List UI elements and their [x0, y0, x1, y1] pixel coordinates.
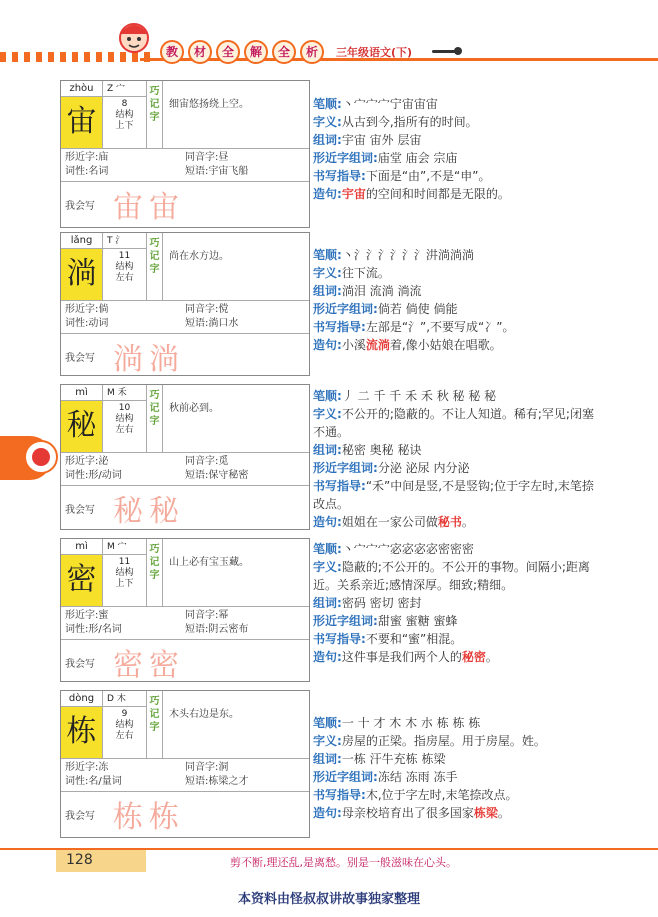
part-of-speech: 词性:名/量词	[65, 776, 122, 787]
sentence-post: 着,像小姑娘在唱歌。	[389, 338, 502, 352]
sentence-pre: 造句:这件事是我们两个人的	[313, 650, 462, 664]
writing-guide: 书写指导:下面是“由”,不是“申”。	[313, 169, 491, 183]
character-notes	[313, 714, 603, 822]
sentence-keyword: 流淌	[365, 338, 390, 352]
radical: 氵	[115, 236, 125, 246]
field-label: 书写指导:	[313, 788, 366, 802]
stroke-count: 8	[121, 99, 128, 109]
form-words: 形近字组词:甜蜜 蜜糖 蜜蜂	[313, 614, 458, 628]
writing-guide: 书写指导:“禾”中间是竖,不是竖钩;位于字左时,末笔捺改点。	[313, 479, 594, 511]
mascot-icon	[112, 14, 156, 58]
phrase: 短语:栋梁之才	[185, 776, 249, 787]
card-header	[61, 691, 309, 759]
field-label: 书写指导:	[313, 169, 366, 183]
card-details	[61, 607, 309, 640]
card-details	[61, 149, 309, 182]
sentence-post: 。	[485, 650, 498, 664]
mnemonic-label-char: 巧	[149, 390, 160, 401]
field-label: 组词:	[313, 596, 342, 610]
form-near: 形近字:倘	[65, 304, 109, 315]
mnemonic-label	[147, 233, 163, 300]
writing-practice	[61, 792, 309, 836]
character-card	[60, 538, 310, 682]
card-details	[61, 301, 309, 334]
index-radical	[103, 385, 146, 401]
meaning: 字义:从古到今,指所有的时间。	[313, 115, 478, 129]
trace-chars: 密密	[113, 648, 185, 683]
pinyin: lǎng	[61, 233, 102, 249]
words: 组词:宇宙 宙外 层宙	[313, 133, 422, 147]
field-label: 造句:	[313, 515, 342, 529]
pinyin: dòng	[61, 691, 102, 707]
mnemonic-label-char: 记	[149, 99, 160, 110]
part-of-speech: 词性:动词	[65, 318, 109, 329]
radical: 禾	[117, 388, 127, 398]
character-notes	[313, 387, 603, 531]
mnemonic-text: 秋前必到。	[169, 403, 219, 414]
credit-line: 本资料由怪叔叔讲故事独家整理	[237, 892, 420, 907]
title-char: 材	[188, 40, 212, 64]
homophone: 同音字:傥	[185, 304, 229, 315]
radical: 宀	[117, 542, 127, 552]
mnemonic-text: 细宙悠扬绕上空。	[169, 99, 249, 110]
mnemonic-label-char: 巧	[149, 544, 160, 555]
headword: 栋	[61, 707, 102, 758]
sentence-post: 。	[497, 806, 510, 820]
write-label: 我会写	[65, 504, 95, 516]
homophone: 同音字:昼	[185, 152, 229, 163]
character-card	[60, 232, 310, 376]
stroke-count: 10	[118, 403, 131, 413]
field-label: 形近字组词:	[313, 302, 378, 316]
form-words: 形近字组词:庙堂 庙会 宗庙	[313, 151, 458, 165]
stroke-count: 11	[118, 557, 131, 567]
field-label: 组词:	[313, 752, 342, 766]
radical: 木	[116, 694, 126, 704]
trace-chars: 栋栋	[113, 800, 185, 835]
field-label: 字义:	[313, 734, 342, 748]
phrase: 短语:保守秘密	[185, 470, 249, 481]
title-char: 解	[244, 40, 268, 64]
index-radical	[103, 691, 146, 707]
homophone: 同音字:洞	[185, 762, 229, 773]
field-label: 造句:	[313, 650, 342, 664]
character-notes	[313, 540, 603, 666]
index-radical	[103, 233, 146, 249]
field-label: 书写指导:	[313, 479, 366, 493]
char-box	[61, 81, 103, 148]
form-near: 形近字:庙	[65, 152, 109, 163]
structure-label: 结构	[115, 110, 134, 120]
trace-chars: 秘秘	[113, 494, 185, 529]
part-of-speech: 词性:名词	[65, 166, 109, 177]
form-near: 形近字:蜜	[65, 610, 109, 621]
words: 组词:一栋 汗牛充栋 栋梁	[313, 752, 446, 766]
card-header	[61, 385, 309, 453]
pin-icon	[432, 50, 456, 53]
meaning: 字义:房屋的正梁。指房屋。用于房屋。姓。	[313, 734, 546, 748]
char-box	[61, 539, 103, 606]
mnemonic-label-char: 字	[149, 264, 160, 275]
structure: 左右	[115, 273, 134, 283]
mnemonic-label-char: 字	[149, 416, 160, 427]
char-box	[61, 691, 103, 758]
field-label: 形近字组词:	[313, 461, 378, 475]
headword: 淌	[61, 249, 102, 300]
char-meta	[103, 385, 147, 452]
field-label: 造句:	[313, 338, 342, 352]
field-label: 组词:	[313, 133, 342, 147]
sentence-keyword: 秘书	[437, 515, 462, 529]
field-label: 书写指导:	[313, 632, 366, 646]
sentence	[313, 336, 603, 354]
index-letter: Z	[107, 84, 114, 94]
mnemonic-label	[147, 81, 163, 148]
mnemonic-label-char: 字	[149, 112, 160, 123]
page-number: 128	[66, 852, 93, 868]
sentence	[313, 804, 603, 822]
structure-label: 结构	[115, 262, 134, 272]
mnemonic-text: 山上必有宝玉藏。	[169, 557, 249, 568]
headword: 秘	[61, 401, 102, 452]
footer-quote: 剪不断,理还乱,是离愁。别是一般滋味在心头。	[230, 856, 457, 869]
index-letter: M	[107, 388, 115, 398]
field-label: 字义:	[313, 407, 342, 421]
writing-guide: 书写指导:左部是“氵”,不要写成“冫”。	[313, 320, 515, 334]
words: 组词:淌泪 流淌 淌流	[313, 284, 422, 298]
mnemonic-label-char: 记	[149, 709, 160, 720]
mnemonic-label-char: 巧	[149, 86, 160, 97]
writing-guide: 书写指导:不要和“蜜”相混。	[313, 632, 463, 646]
phrase: 短语:宇宙飞船	[185, 166, 249, 177]
form-near: 形近字:冻	[65, 762, 109, 773]
trace-chars: 宙宙	[113, 190, 185, 225]
sentence	[313, 513, 603, 531]
char-box	[61, 385, 103, 452]
stroke-count: 9	[121, 709, 128, 719]
char-box	[61, 233, 103, 300]
mnemonic-label-char: 巧	[149, 238, 160, 249]
sentence-pre: 造句:姐姐在一家公司做	[313, 515, 438, 529]
form-words: 形近字组词:分泌 泌尿 内分泌	[313, 461, 470, 475]
char-meta	[103, 233, 147, 300]
field-label: 造句:	[313, 187, 342, 201]
field-label: 字义:	[313, 560, 342, 574]
write-label: 我会写	[65, 352, 95, 364]
field-label: 字义:	[313, 115, 342, 129]
card-header	[61, 233, 309, 301]
title-char: 全	[272, 40, 296, 64]
structure-label: 结构	[115, 414, 134, 424]
sentence-pre: 造句:母亲校培育出了很多国家	[313, 806, 474, 820]
mnemonic-label	[147, 539, 163, 606]
field-label: 书写指导:	[313, 320, 366, 334]
stroke-order: 笔顺:丶宀宀宀宁宙宙宙	[313, 97, 438, 111]
sentence-post: 。	[461, 515, 474, 529]
side-mascot-icon	[24, 440, 58, 474]
meaning: 字义:不公开的;隐蔽的。不让人知道。稀有;罕见;闭塞不通。	[313, 407, 594, 439]
words: 组词:密码 密切 密封	[313, 596, 422, 610]
structure: 上下	[115, 121, 134, 131]
sentence	[313, 648, 603, 666]
structure-label: 结构	[115, 568, 134, 578]
field-label: 笔顺:	[313, 248, 342, 262]
mnemonic-label-char: 巧	[149, 696, 160, 707]
field-label: 形近字组词:	[313, 151, 378, 165]
card-details	[61, 453, 309, 486]
radical: 宀	[116, 84, 126, 94]
field-label: 形近字组词:	[313, 770, 378, 784]
character-card	[60, 690, 310, 838]
sentence-pre: 造句:小溪	[313, 338, 366, 352]
mnemonic-text: 尚在水方边。	[169, 251, 229, 262]
char-meta	[103, 539, 147, 606]
character-card	[60, 80, 310, 228]
stroke-order: 笔顺:一 十 才 木 木 朩 栋 栋 栋	[313, 716, 481, 730]
pinyin: mì	[61, 385, 102, 401]
char-meta	[103, 691, 147, 758]
title-char: 析	[300, 40, 324, 64]
field-label: 笔顺:	[313, 716, 342, 730]
homophone: 同音字:觅	[185, 456, 229, 467]
mnemonic-label-char: 记	[149, 251, 160, 262]
card-header	[61, 81, 309, 149]
write-label: 我会写	[65, 200, 95, 212]
sentence-keyword: 秘密	[461, 650, 486, 664]
mnemonic-text: 木头右边是东。	[169, 709, 239, 720]
character-notes	[313, 95, 603, 203]
field-label: 笔顺:	[313, 542, 342, 556]
sentence-keyword: 栋梁	[473, 806, 498, 820]
stroke-order: 笔顺:丿 二 千 千 禾 禾 秋 秘 秘 秘	[313, 389, 497, 403]
headword: 宙	[61, 97, 102, 148]
card-details	[61, 759, 309, 792]
mnemonic-label-char: 字	[149, 570, 160, 581]
stroke-order: 笔顺:丶氵氵氵氵氵氵汫淌淌淌	[313, 248, 474, 262]
writing-guide: 书写指导:木,位于字左时,末笔捺改点。	[313, 788, 518, 802]
sentence-keyword: 宇宙	[341, 187, 366, 201]
field-label: 形近字组词:	[313, 614, 378, 628]
field-label: 字义:	[313, 266, 342, 280]
sentence	[313, 185, 603, 203]
form-words: 形近字组词:倘若 倘使 倘能	[313, 302, 458, 316]
write-label: 我会写	[65, 810, 95, 822]
char-meta	[103, 81, 147, 148]
card-header	[61, 539, 309, 607]
index-radical	[103, 81, 146, 97]
part-of-speech: 词性:形/名词	[65, 624, 122, 635]
mnemonic-label-char: 字	[149, 722, 160, 733]
homophone: 同音字:幂	[185, 610, 229, 621]
writing-practice	[61, 334, 309, 378]
part-of-speech: 词性:形/动词	[65, 470, 122, 481]
pinyin: zhòu	[61, 81, 102, 97]
field-label: 笔顺:	[313, 389, 342, 403]
field-label: 笔顺:	[313, 97, 342, 111]
sentence-post: 的空间和时间都是无限的。	[365, 187, 510, 201]
pinyin: mì	[61, 539, 102, 555]
meaning: 字义:隐蔽的;不公开的。不公开的事物。间隔小;距离近。关系亲近;感情深厚。细致;精细。	[313, 560, 590, 592]
book-title	[160, 40, 324, 64]
title-char: 教	[160, 40, 184, 64]
title-char: 全	[216, 40, 240, 64]
field-label: 造句:	[313, 806, 342, 820]
headword: 密	[61, 555, 102, 606]
write-label: 我会写	[65, 658, 95, 670]
structure: 上下	[115, 579, 134, 589]
structure: 左右	[115, 425, 134, 435]
index-letter: D	[107, 694, 114, 704]
writing-practice	[61, 182, 309, 226]
index-radical	[103, 539, 146, 555]
character-notes	[313, 246, 603, 354]
character-card	[60, 384, 310, 530]
words: 组词:秘密 奥秘 秘诀	[313, 443, 422, 457]
field-label: 组词:	[313, 443, 342, 457]
index-letter: M	[107, 542, 115, 552]
writing-practice	[61, 640, 309, 684]
mnemonic-label-char: 记	[149, 557, 160, 568]
meaning: 字义:往下流。	[313, 266, 390, 280]
writing-practice	[61, 486, 309, 530]
stroke-count: 11	[118, 251, 131, 261]
phrase: 短语:阴云密布	[185, 624, 249, 635]
structure: 左右	[115, 731, 134, 741]
stroke-order: 笔顺:丶宀宀宀宓宓宓宓密密密	[313, 542, 474, 556]
mnemonic-label	[147, 691, 163, 758]
sentence-pre	[313, 187, 342, 201]
mnemonic-label-char: 记	[149, 403, 160, 414]
field-label: 组词:	[313, 284, 342, 298]
index-letter: T	[107, 236, 113, 246]
grade-label: 三年级语文(下)	[336, 46, 413, 59]
phrase: 短语:淌口水	[185, 318, 239, 329]
structure-label: 结构	[115, 720, 134, 730]
mnemonic-label	[147, 385, 163, 452]
form-words: 形近字组词:冻结 冻雨 冻手	[313, 770, 458, 784]
trace-chars: 淌淌	[113, 342, 185, 377]
form-near: 形近字:泌	[65, 456, 109, 467]
